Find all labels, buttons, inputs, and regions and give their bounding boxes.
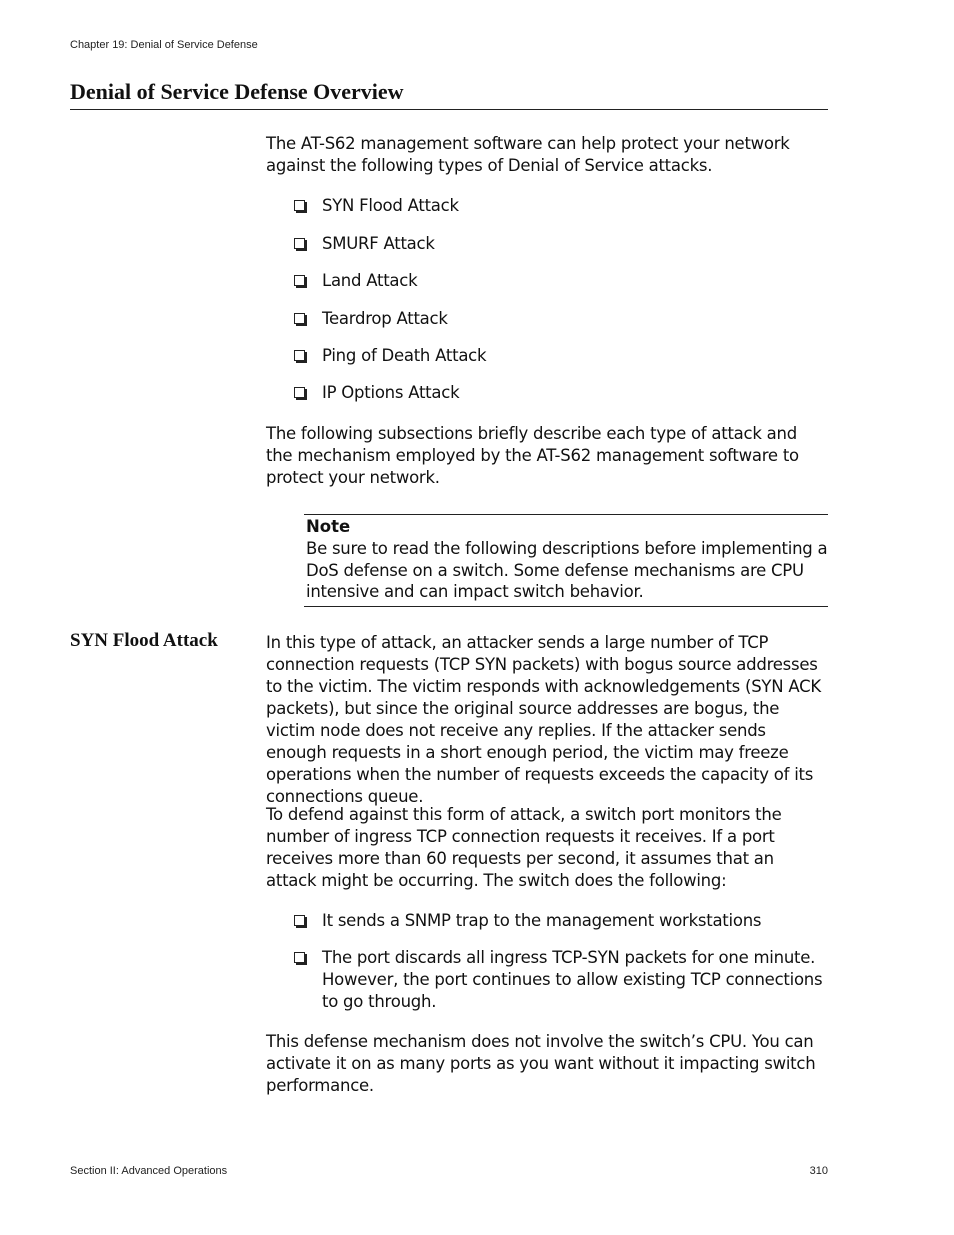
checkbox-bullet-icon <box>294 952 305 963</box>
subsections-intro: The following subsections briefly describe each type of attack and the mechanism employed by the AT-S62 management software to protect your network. <box>266 424 799 487</box>
page-title: Denial of Service Defense Overview <box>70 79 404 104</box>
syn-flood-para2: To defend against this form of attack, a switch port monitors the number of ingress TCP connection requests it receives. If a port receives more than 60 requests per second, it assumes that an attack might be occurring. The switch does the following: <box>266 805 782 890</box>
list-item <box>294 947 828 1013</box>
syn-flood-para3: This defense mechanism does not involve the switch’s CPU. You can activate it on as many ports as you want without it impacting switch performance. <box>266 1032 816 1095</box>
list-item <box>294 195 459 217</box>
checkbox-bullet-icon <box>294 350 305 361</box>
title-rule <box>70 109 828 110</box>
note-title: Note <box>306 517 351 536</box>
note-text: Be sure to read the following descriptions before implementing a DoS defense on a switch. Some defense mechanisms are CPU intensive and can impact switch behavior. <box>306 539 828 601</box>
list-item-label: Teardrop Attack <box>322 309 448 328</box>
list-item <box>294 382 459 404</box>
checkbox-bullet-icon <box>294 238 305 249</box>
page-number: 310 <box>809 1165 828 1177</box>
list-item <box>294 270 417 292</box>
footer-section: Section II: Advanced Operations <box>70 1165 228 1177</box>
list-item-label: SYN Flood Attack <box>322 196 459 215</box>
checkbox-bullet-icon <box>294 313 305 324</box>
list-item <box>294 308 448 330</box>
syn-flood-para1: In this type of attack, an attacker sends a large number of TCP connection requests (TCP SYN packets) with bogus source addresses to the victim. The victim responds with acknowledgements (SYN ACK packets), but since the original source addresses are bogus, the victim node does not receive any replies. If the attacker sends enough requests in a short enough period, the victim may freeze operations when the number of requests exceeds the capacity of its connections queue. <box>266 633 821 806</box>
syn-flood-para2-block <box>266 804 828 892</box>
subsections-paragraph-block <box>266 423 828 489</box>
list-item-label: SMURF Attack <box>322 234 435 253</box>
list-item-label: It sends a SNMP trap to the management workstations <box>322 911 762 930</box>
note-box <box>304 514 828 607</box>
list-item <box>294 345 486 367</box>
list-item-label: Land Attack <box>322 271 418 290</box>
running-head: Chapter 19: Denial of Service Defense <box>70 39 258 51</box>
list-item <box>294 233 435 255</box>
checkbox-bullet-icon <box>294 915 305 926</box>
list-item-label: Ping of Death Attack <box>322 346 487 365</box>
list-item <box>294 910 828 932</box>
syn-flood-para3-block <box>266 1031 828 1097</box>
syn-flood-para1-block <box>266 632 828 808</box>
checkbox-bullet-icon <box>294 387 305 398</box>
list-item-label: The port discards all ingress TCP-SYN packets for one minute. However, the port continues to allow existing TCP connections to go through. <box>322 948 823 1011</box>
intro-paragraph: The AT-S62 management software can help protect your network against the following types of Denial of Service attacks. <box>266 134 790 175</box>
syn-flood-heading: SYN Flood Attack <box>70 630 218 651</box>
checkbox-bullet-icon <box>294 200 305 211</box>
checkbox-bullet-icon <box>294 275 305 286</box>
list-item-label: IP Options Attack <box>322 383 460 402</box>
intro-paragraph-block <box>266 133 828 177</box>
